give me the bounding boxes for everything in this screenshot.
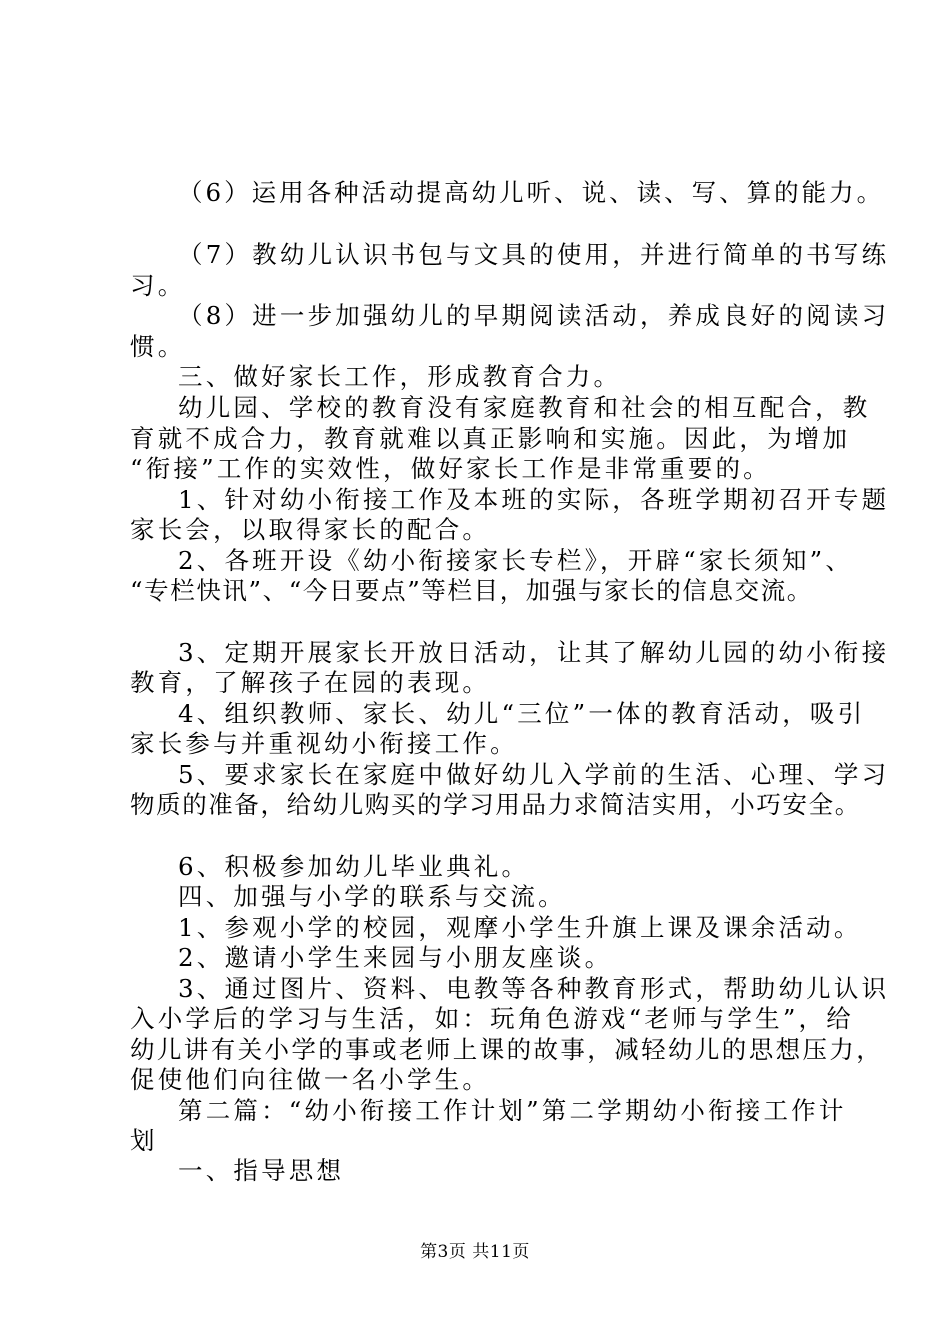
section-heading-3: 三、做好家长工作，形成教育合力。 [178,362,622,391]
paragraph-item-8-cont: 惯。 [130,332,186,361]
paragraph-parent-4-cont: 家长参与并重视幼小衔接工作。 [130,729,518,758]
paragraph-item-6: （6）运用各种活动提高幼儿听、说、读、写、算的能力。 [178,178,885,207]
paragraph-parent-4: 4、组织教师、家长、幼儿“三位”一体的教育活动，吸引 [178,699,866,728]
chapter-title: 第二篇：“幼小衔接工作计划”第二学期幼小衔接工作计 [178,1096,847,1125]
paragraph-item-8: （8）进一步加强幼儿的早期阅读活动，养成良好的阅读习 [178,301,890,330]
paragraph-school-3: 3、通过图片、资料、电教等各种教育形式，帮助幼儿认识 [178,974,890,1003]
page-footer: 第3页 共11页 [420,1242,530,1262]
paragraph-parent-5-cont: 物质的准备，给幼儿购买的学习用品力求简洁实用，小巧安全。 [130,790,861,819]
paragraph-item-7: （7）教幼儿认识书包与文具的使用，并进行简单的书写练 [178,240,890,269]
paragraph-intro: 幼儿园、学校的教育没有家庭教育和社会的相互配合，教 [178,393,871,422]
section-heading-4: 四、加强与小学的联系与交流。 [178,882,566,911]
paragraph-parent-3: 3、定期开展家长开放日活动，让其了解幼儿园的幼小衔接 [178,638,890,667]
paragraph-parent-1: 1、针对幼小衔接工作及本班的实际，各班学期初召开专题 [178,485,890,514]
paragraph-parent-2: 2、各班开设《幼小衔接家长专栏》，开辟“家长须知”、 [178,546,854,575]
paragraph-parent-3-cont: 教育，了解孩子在园的表现。 [130,668,491,697]
section-heading-guiding-thought: 一、指导思想 [178,1156,345,1185]
paragraph-school-3-cont-2: 幼儿讲有关小学的事或老师上课的故事，减轻幼儿的思想压力， [130,1035,884,1064]
paragraph-parent-6: 6、积极参加幼儿毕业典礼。 [178,852,530,881]
paragraph-school-2: 2、邀请小学生来园与小朋友座谈。 [178,943,613,972]
paragraph-intro-cont-2: “衔接”工作的实效性，做好家长工作是非常重要的。 [130,454,771,483]
paragraph-school-1: 1、参观小学的校园，观摩小学生升旗上课及课余活动。 [178,913,862,942]
paragraph-intro-cont-1: 育就不成合力，教育就难以真正影响和实施。因此，为增加 [130,424,851,453]
paragraph-parent-2-cont: “专栏快讯”、“今日要点”等栏目，加强与家长的信息交流。 [130,576,813,605]
paragraph-school-3-cont-3: 促使他们向往做一名小学生。 [130,1065,491,1094]
paragraph-item-7-cont: 习。 [130,271,186,300]
paragraph-parent-1-cont: 家长会，以取得家长的配合。 [130,515,491,544]
chapter-title-cont: 划 [130,1126,158,1155]
paragraph-parent-5: 5、要求家长在家庭中做好幼儿入学前的生活、心理、学习 [178,760,890,789]
paragraph-school-3-cont-1: 入小学后的学习与生活，如：玩角色游戏“老师与学生”，给 [130,1004,854,1033]
